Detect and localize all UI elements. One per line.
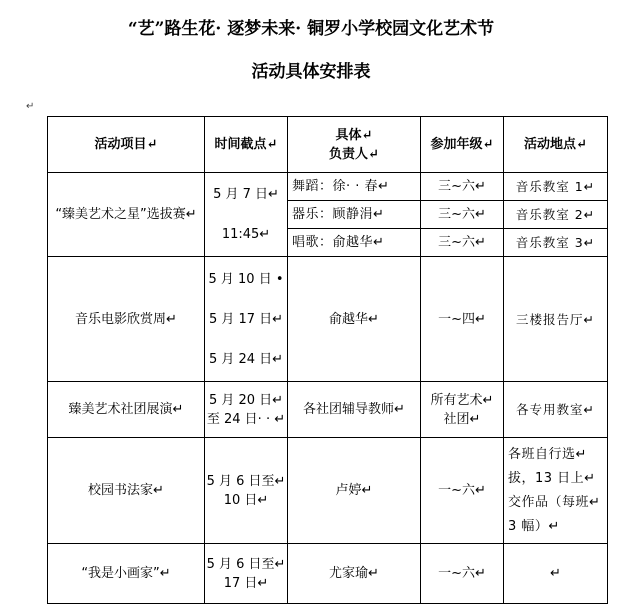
row-place: 各专用教室↵ [504, 382, 608, 438]
table-row [48, 544, 608, 604]
time-line: 5 月 24 日↵ [208, 351, 284, 367]
header-owner [288, 117, 421, 173]
place-line: 3 幅）↵ [508, 518, 560, 534]
place-line: 交作品（每班↵ [508, 494, 601, 510]
row-item: “我是小画家”↵ [48, 544, 205, 604]
row-time [205, 257, 288, 382]
row-owner: 各社团辅导教师↵ [288, 382, 421, 438]
row-item: “臻美艺术之星”选拔赛↵ [48, 173, 205, 257]
time-line: 5 月 10 日 • [208, 271, 284, 287]
header-item: 活动项目↵ [48, 117, 205, 173]
row-item: 臻美艺术社团展演↵ [48, 382, 205, 438]
time-line: 10 日↵ [223, 492, 269, 508]
header-place: 活动地点↵ [504, 117, 608, 173]
time-line: 5 月 7 日↵ [213, 187, 279, 202]
row-owner: 尤家瑜↵ [288, 544, 421, 604]
row-place [504, 438, 608, 544]
place-line: 各班自行选↵ [508, 446, 587, 462]
row-grade: 一~六↵ [421, 438, 504, 544]
row-place: 音乐教室 3↵ [504, 229, 608, 257]
header-row [48, 117, 608, 173]
grade-line: 所有艺术↵ [430, 392, 494, 408]
place-line: 拔，13 日上↵ [508, 470, 596, 486]
time-line: 至 24 日· · ↵ [206, 411, 286, 427]
row-time [205, 544, 288, 604]
grade-line: 社团↵ [443, 411, 481, 427]
row-owner: 舞蹈：徐· · 春↵ [288, 173, 421, 201]
row-item: 音乐电影欣赏周↵ [48, 257, 205, 382]
row-owner: 唱歌：俞越华↵ [288, 229, 421, 257]
row-time [205, 382, 288, 438]
row-place: ↵ [504, 544, 608, 604]
row-grade [421, 382, 504, 438]
time-line: 5 月 20 日↵ [208, 392, 284, 408]
row-time [205, 173, 288, 257]
row-owner: 卢婷↵ [288, 438, 421, 544]
document-title: “艺”路生花· 逐梦未来· 铜罗小学校园文化艺术节 [127, 19, 495, 39]
header-time: 时间截点↵ [205, 117, 288, 173]
header-grade: 参加年级↵ [421, 117, 504, 173]
time-line: 5 月 6 日至↵ [206, 473, 286, 489]
time-line: 5 月 17 日↵ [208, 311, 284, 327]
row-owner: 器乐：顾静涓↵ [288, 201, 421, 229]
row-time [205, 438, 288, 544]
time-line: 11:45↵ [221, 227, 271, 242]
time-line: 5 月 6 日至↵ [206, 556, 286, 572]
row-item: 校园书法家↵ [48, 438, 205, 544]
row-grade: 三~六↵ [421, 229, 504, 257]
row-grade: 三~六↵ [421, 173, 504, 201]
paragraph-mark: ↵ [26, 101, 35, 112]
table-row [48, 257, 608, 382]
table-title: 活动具体安排表 [251, 62, 371, 82]
row-grade: 一~六↵ [421, 544, 504, 604]
row-place: 音乐教室 1↵ [504, 173, 608, 201]
header-owner-line1: 具体↵ [335, 127, 373, 143]
row-owner: 俞越华↵ [288, 257, 421, 382]
table-row [48, 438, 608, 544]
row-place: 音乐教室 2↵ [504, 201, 608, 229]
time-line: 17 日↵ [223, 575, 269, 591]
header-owner-line2: 负责人↵ [329, 146, 379, 162]
row-grade: 三~六↵ [421, 201, 504, 229]
table-row [48, 382, 608, 438]
row-grade: 一~四↵ [421, 257, 504, 382]
table-row [48, 173, 608, 201]
row-place: 三楼报告厅↵ [504, 257, 608, 382]
schedule-table [47, 116, 608, 604]
